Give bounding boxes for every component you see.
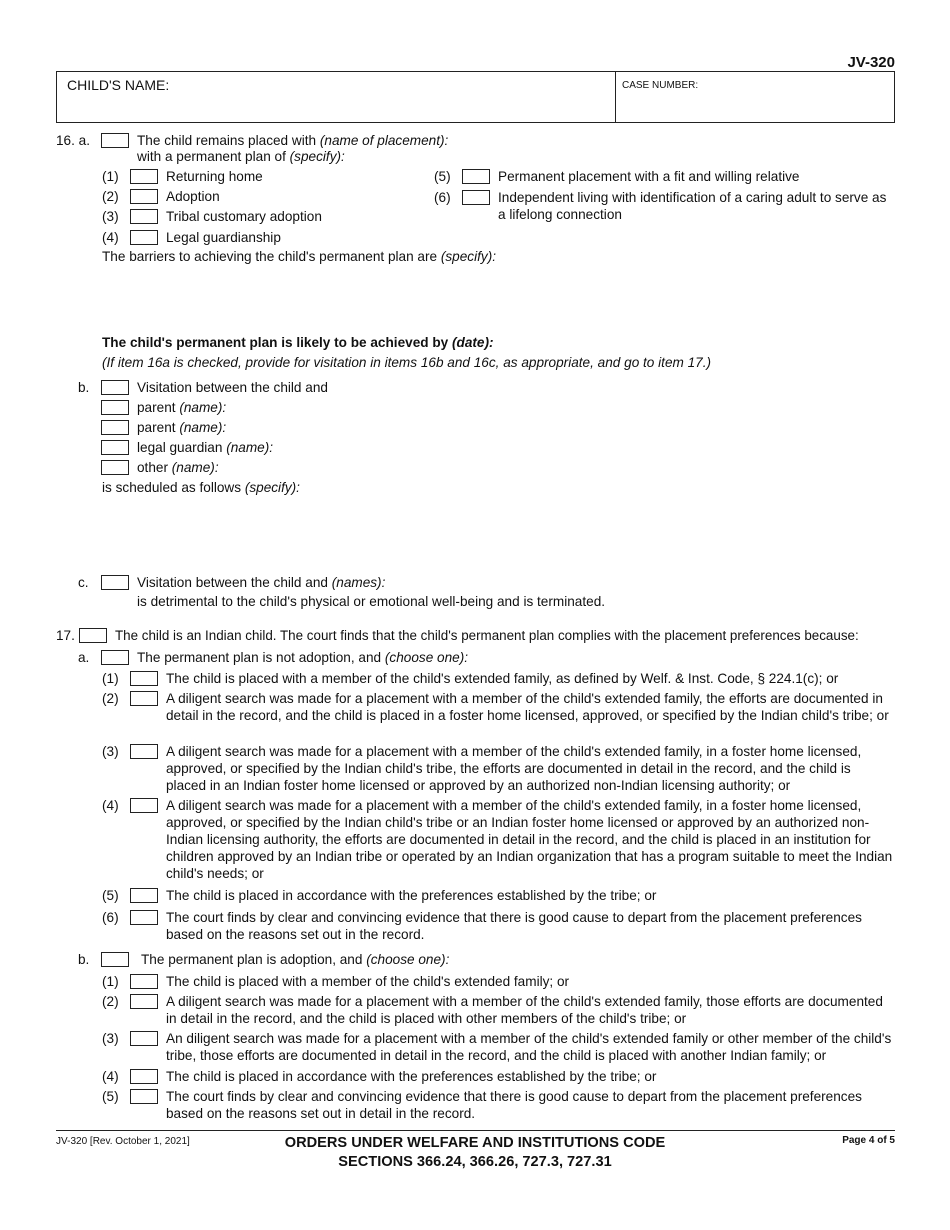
checkbox-17[interactable] xyxy=(79,628,107,643)
plan-5-label: Permanent placement with a fit and willing relative xyxy=(498,169,800,184)
b-option-1-text: The child is placed with a member of the child's extended family; or xyxy=(166,974,570,989)
checkbox-17b-4[interactable] xyxy=(130,1069,158,1084)
scheduled-label: is scheduled as follows (specify): xyxy=(102,480,300,495)
b-option-4-text: The child is placed in accordance with the preferences established by the tribe; or xyxy=(166,1069,657,1084)
checkbox-17a-1[interactable] xyxy=(130,671,158,686)
a-option-5-text: The child is placed in accordance with the preferences established by the tribe; or xyxy=(166,888,657,903)
checkbox-17b-3[interactable] xyxy=(130,1031,158,1046)
item-17-intro: The child is an Indian child. The court finds that the child's permanent plan complies with the placement preferences because: xyxy=(115,628,859,643)
item-16a-number: 16. a. xyxy=(56,133,91,148)
checkbox-16b-legal-guardian[interactable] xyxy=(101,440,129,455)
a-option-2-number: (2) xyxy=(102,691,119,706)
checkbox-16b-parent-2[interactable] xyxy=(101,420,129,435)
item-16a-label: The child remains placed with (name of placement): xyxy=(137,133,449,148)
header-divider xyxy=(615,72,616,122)
checkbox-plan-1[interactable] xyxy=(130,169,158,184)
item-16b-label: Visitation between the child and xyxy=(137,380,328,395)
form-id: JV-320 xyxy=(847,54,895,71)
plan-1-label: Returning home xyxy=(166,169,263,184)
plan-6-label: Independent living with identification of a caring adult to serve as a lifelong connection xyxy=(498,190,887,222)
child-name-label: CHILD'S NAME: xyxy=(67,77,170,93)
checkbox-plan-2[interactable] xyxy=(130,189,158,204)
plan-5-number: (5) xyxy=(434,169,451,184)
footer-revision: JV-320 [Rev. October 1, 2021] xyxy=(56,1136,190,1147)
a-option-6-text: The court finds by clear and convincing evidence that there is good cause to depart from the placement preferences based on the reasons set out in the record. xyxy=(166,910,862,942)
a-option-4-number: (4) xyxy=(102,798,119,813)
plan-4-number: (4) xyxy=(102,230,119,245)
item-16a-plan-label: with a permanent plan of (specify): xyxy=(137,149,345,164)
plan-2-number: (2) xyxy=(102,189,119,204)
b-option-4-number: (4) xyxy=(102,1069,119,1084)
footer-title-line-1: ORDERS UNDER WELFARE AND INSTITUTIONS CODE xyxy=(284,1135,666,1151)
checkbox-17b-1[interactable] xyxy=(130,974,158,989)
checkbox-plan-4[interactable] xyxy=(130,230,158,245)
party-parent-2: parent (name): xyxy=(137,420,227,435)
footer-page-number: Page 4 of 5 xyxy=(842,1135,895,1146)
a-option-1-number: (1) xyxy=(102,671,119,686)
a-option-1-text: The child is placed with a member of the child's extended family, as defined by Welf. & Inst. Code, § 224.1(c); or xyxy=(166,671,839,686)
item-16c-label: Visitation between the child and (names): xyxy=(137,575,386,590)
item-17b-label: The permanent plan is adoption, and (choose one): xyxy=(141,952,450,967)
a-option-3-number: (3) xyxy=(102,744,119,759)
a-option-6-number: (6) xyxy=(102,910,119,925)
b-option-3-text: An diligent search was made for a placement with a member of the child's extended family or other member of the child's tribe, those efforts are documented in detail in the record, and the child is placed with another Indian family; or xyxy=(166,1031,892,1063)
achieved-by-label: The child's permanent plan is likely to be achieved by (date): xyxy=(102,335,494,350)
checkbox-17a[interactable] xyxy=(101,650,129,665)
item-16c-letter: c. xyxy=(78,575,89,590)
item-16a-instruction: (If item 16a is checked, provide for visitation in items 16b and 16c, as appropriate, and go to item 17.) xyxy=(102,355,712,370)
checkbox-16b-parent-1[interactable] xyxy=(101,400,129,415)
checkbox-16c[interactable] xyxy=(101,575,129,590)
party-parent-1: parent (name): xyxy=(137,400,227,415)
b-option-2-text: A diligent search was made for a placement with a member of the child's extended family, those efforts are documented in detail in the record, and the child is placed with other members of the child's tribe; or xyxy=(166,994,883,1026)
a-option-2-text: A diligent search was made for a placement with a member of the child's extended family, the efforts are documented in detail in the record, and the child is placed in a foster home licensed, approved, or specified by the Indian child's tribe; or xyxy=(166,691,889,723)
a-option-5-number: (5) xyxy=(102,888,119,903)
b-option-5-text: The court finds by clear and convincing evidence that there is good cause to depart from the placement preferences based on the reasons set out in detail in the record. xyxy=(166,1089,862,1121)
case-number-label: CASE NUMBER: xyxy=(622,80,699,91)
checkbox-plan-3[interactable] xyxy=(130,209,158,224)
item-16b-letter: b. xyxy=(78,380,90,395)
item-17a-letter: a. xyxy=(78,650,90,665)
plan-3-number: (3) xyxy=(102,209,119,224)
plan-4-label: Legal guardianship xyxy=(166,230,281,245)
item-17-number: 17. xyxy=(56,628,75,643)
checkbox-17b-2[interactable] xyxy=(130,994,158,1009)
b-option-1-number: (1) xyxy=(102,974,119,989)
checkbox-16b[interactable] xyxy=(101,380,129,395)
a-option-3-text: A diligent search was made for a placement with a member of the child's extended family, in a foster home licensed, approved, or specified by the Indian child's tribe, the efforts are documented in detail in the record, and the child is placed in an Indian foster home licensed or approved by an authorized non-Indian licensing authority; or xyxy=(166,744,862,793)
checkbox-16b-other[interactable] xyxy=(101,460,129,475)
b-option-5-number: (5) xyxy=(102,1089,119,1104)
checkbox-17a-3[interactable] xyxy=(130,744,158,759)
checkbox-17a-4[interactable] xyxy=(130,798,158,813)
footer-divider xyxy=(56,1130,895,1131)
b-option-3-number: (3) xyxy=(102,1031,119,1046)
checkbox-17a-5[interactable] xyxy=(130,888,158,903)
b-option-2-number: (2) xyxy=(102,994,119,1009)
checkbox-16a[interactable] xyxy=(101,133,129,148)
footer-title-line-2: SECTIONS 366.24, 366.26, 727.3, 727.31 xyxy=(338,1154,612,1170)
plan-6-number: (6) xyxy=(434,190,451,205)
plan-3-label: Tribal customary adoption xyxy=(166,209,322,224)
checkbox-17b-5[interactable] xyxy=(130,1089,158,1104)
caption-header xyxy=(56,71,895,123)
plan-1-number: (1) xyxy=(102,169,119,184)
barriers-label: The barriers to achieving the child's permanent plan are (specify): xyxy=(102,249,496,264)
checkbox-plan-6[interactable] xyxy=(462,190,490,205)
party-other: other (name): xyxy=(137,460,219,475)
item-17b-letter: b. xyxy=(78,952,90,967)
checkbox-17b[interactable] xyxy=(101,952,129,967)
checkbox-17a-2[interactable] xyxy=(130,691,158,706)
item-17a-label: The permanent plan is not adoption, and (choose one): xyxy=(137,650,469,665)
checkbox-plan-5[interactable] xyxy=(462,169,490,184)
plan-2-label: Adoption xyxy=(166,189,220,204)
party-legal-guardian: legal guardian (name): xyxy=(137,440,274,455)
item-16c-detriment: is detrimental to the child's physical or emotional well-being and is terminated. xyxy=(137,594,606,609)
checkbox-17a-6[interactable] xyxy=(130,910,158,925)
a-option-4-text: A diligent search was made for a placement with a member of the child's extended family, in a foster home licensed, approved, or specified by the Indian child's tribe or an Indian foster home licensed or approved by an authorized non-Indian licensing authority, the efforts are documented in detail in the record, and the child is placed in an institution for children approved by an Indian tribe or operated by an Indian organization that has a program suitable to meet the Indian child's needs; or xyxy=(166,798,893,881)
